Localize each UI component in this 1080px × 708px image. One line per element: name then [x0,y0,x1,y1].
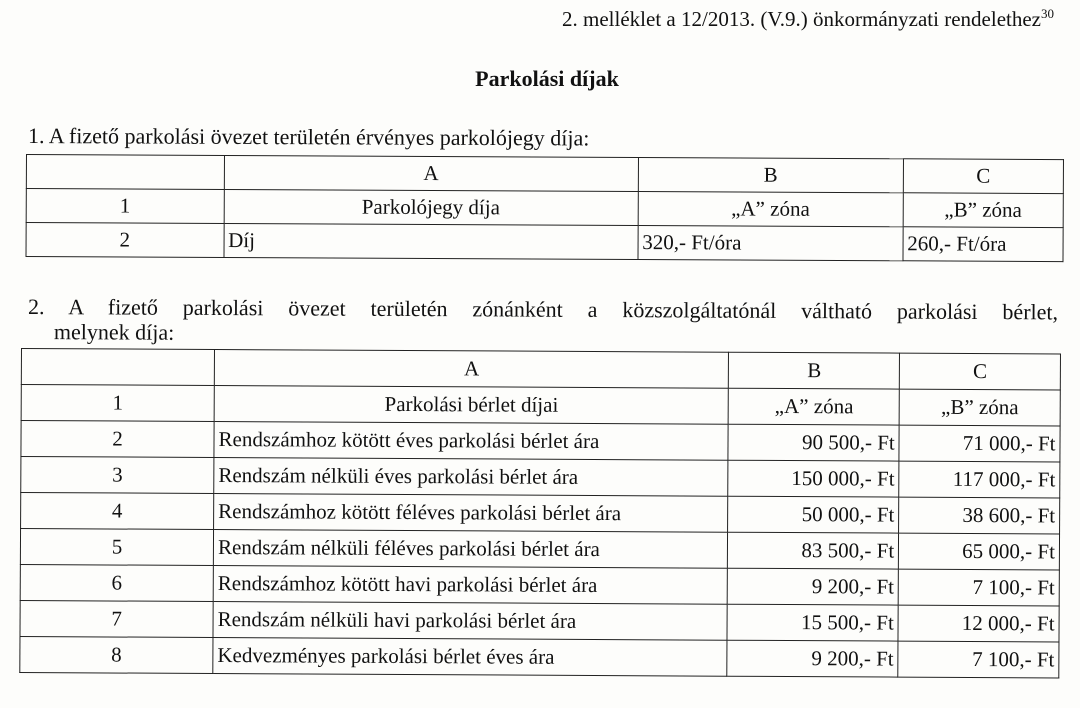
zone-a-cell: „A” zóna [638,191,903,226]
section2-heading-line2: melynek díja: [53,319,175,345]
column-header-c: C [903,159,1063,194]
zone-a-cell: 90 500,- Ft [728,424,899,461]
row-label: Parkolójegy díja [224,189,638,225]
corner-cell [26,155,224,190]
zone-b-cell: 7 100,- Ft [898,569,1059,606]
table-row [20,636,1059,677]
row-number: 7 [20,600,213,637]
row-label: Díj [224,223,638,259]
row-number: 4 [21,493,214,530]
pass-fee-table [19,348,1061,678]
header-text: 2. melléklet a 12/2013. (V.9.) önkormányzati rendelethez [562,7,1041,31]
zone-a-cell: 9 200,- Ft [728,568,899,605]
zone-a-cell: 150 000,- Ft [728,460,899,497]
table-row [21,493,1060,534]
zone-a-cell: „A” zóna [729,388,900,425]
row-label: Rendszámhoz kötött féléves parkolási bérlet ára [214,494,729,533]
row-label: Rendszámhoz kötött havi parkolási bérlet ára [213,566,728,605]
row-label: Rendszám nélküli havi parkolási bérlet ára [213,602,728,641]
ticket-fee-table [25,154,1063,262]
table-row [20,564,1059,605]
row-number: 6 [20,564,213,601]
zone-b-cell: 71 000,- Ft [899,425,1060,462]
row-label: Rendszám nélküli féléves parkolási bérlet ára [213,530,728,569]
zone-a-cell: 50 000,- Ft [728,496,899,533]
row-number: 2 [21,421,214,458]
row-number: 8 [20,636,213,673]
row-label: Parkolási bérlet díjai [214,386,729,425]
zone-a-cell: 83 500,- Ft [728,532,899,569]
table-row [26,223,1063,262]
row-number: 2 [26,223,224,258]
zone-a-cell: 15 500,- Ft [727,604,898,641]
zone-b-cell: 65 000,- Ft [899,533,1060,570]
row-label: Kedvezményes parkolási bérlet éves ára [213,638,728,677]
row-number: 5 [20,529,213,566]
row-number: 1 [26,189,224,224]
zone-b-cell: 12 000,- Ft [898,605,1059,642]
document-header [562,6,1054,32]
section1-heading: 1. A fizető parkolási övezet területén érvényes parkolójegy díja: [27,123,590,151]
zone-b-cell: 7 100,- Ft [898,641,1059,678]
table-row [21,385,1060,426]
row-number: 3 [21,457,214,494]
table-row [20,529,1059,570]
table-header-row [26,155,1063,194]
column-header-b: B [729,352,900,389]
page-title: Parkolási díjak [475,66,619,91]
zone-b-cell: 38 600,- Ft [899,497,1060,534]
zone-b-cell: 260,- Ft/óra [903,227,1063,262]
footnote-mark: 30 [1041,6,1054,21]
table-row [20,600,1059,641]
zone-a-cell: 320,- Ft/óra [638,225,903,260]
row-number: 1 [21,385,214,422]
table-row [26,189,1063,228]
section2-heading-line1: 2. A fizető parkolási övezet területén zónánként a közszolgáltatónál váltható parkolási bérlet, [28,294,1059,325]
zone-a-cell: 9 200,- Ft [727,640,898,677]
section2-heading [28,294,1058,349]
table-header-row [21,349,1060,390]
corner-cell [21,349,214,386]
table-row [21,457,1060,498]
column-header-a: A [214,350,729,389]
row-label: Rendszám nélküli éves parkolási bérlet ára [214,458,729,497]
column-header-b: B [638,157,903,192]
row-label: Rendszámhoz kötött éves parkolási bérlet ára [214,422,729,461]
column-header-c: C [900,353,1061,390]
table-row [21,421,1060,462]
zone-b-cell: „B” zóna [899,389,1060,426]
zone-b-cell: 117 000,- Ft [899,461,1060,498]
zone-b-cell: „B” zóna [903,193,1063,228]
column-header-a: A [224,155,638,191]
